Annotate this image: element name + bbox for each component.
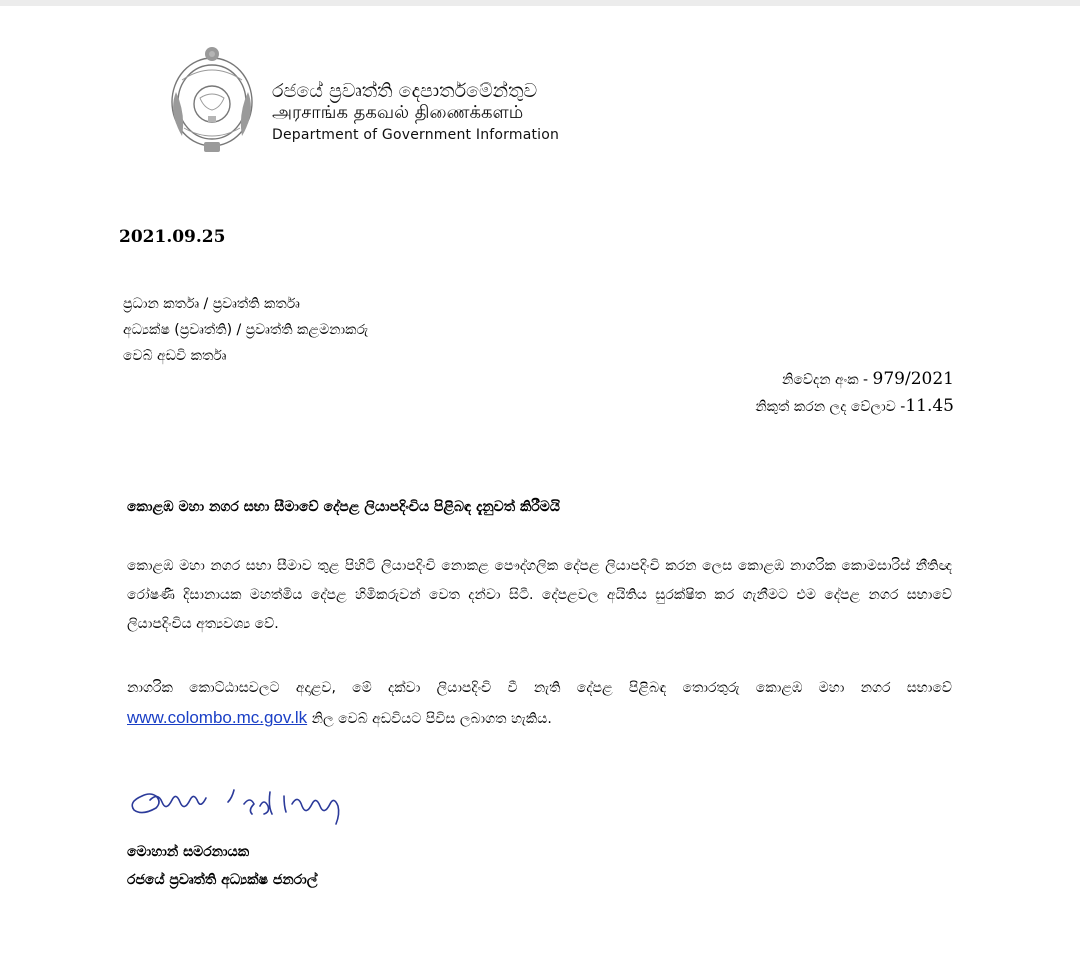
recipient-line: අධ්‍යක්ෂ (ප්‍රවෘත්ති) / ප්‍රවෘත්ති කළමනාකරු	[123, 322, 369, 338]
release-number-label: නිවේදන අංක -	[782, 372, 873, 388]
letterhead	[160, 42, 600, 160]
release-time: 11.45	[905, 396, 954, 416]
release-number-line	[755, 366, 954, 393]
release-number: 979/2021	[872, 369, 954, 389]
sri-lanka-state-emblem-icon	[160, 42, 264, 158]
reference-block	[755, 366, 954, 420]
department-name-english: Department of Government Information	[272, 127, 560, 143]
page-top-border	[0, 0, 1080, 6]
department-name-block	[272, 80, 559, 146]
release-time-line	[755, 393, 954, 420]
department-name-tamil: அரசாங்க தகவல் திணைக்களம்	[272, 102, 524, 123]
release-date: 2021.09.25	[119, 227, 226, 247]
signer-name: මොහාන් සමරනායක	[127, 844, 250, 860]
body-paragraph-2	[127, 674, 952, 734]
department-name-sinhala: රජයේ ප්‍රවෘත්ති දෙපාර්තමේන්තුව	[272, 80, 538, 102]
paragraph-2-text-after: නිල වෙබ් අඩවියට පිවිස ලබාගත හැකිය.	[307, 711, 552, 727]
recipient-list	[123, 291, 368, 369]
body-paragraph-1: කොළඹ මහා නගර සභා සීමාව තුළ පිහිටි ලියාපදිංචි නොකළ පෞද්ගලික දේපළ ලියාපදිංචි කරන ලෙස කොළඹ නාගරික කොමසාරිස් නීතිඥ රෝෂණී දිසානායක මහත්මිය දේපළ හිමිකරුවන් වෙත දන්වා සිටී. දේපළවල අයිතිය සුරක්ෂිත කර ගැනීමට එම දේපළ නගර සභාවේ ලියාපදිංචිය අත්‍යවශ්‍ය වේ.	[127, 558, 952, 632]
handwritten-signature-icon	[124, 782, 374, 832]
signer-title: රජයේ ප්‍රවෘත්ති අධ්‍යක්ෂ ජනරාල්	[127, 872, 318, 888]
signer-block	[127, 838, 317, 894]
release-time-label: නිකුත් කරන ලද වේලාව -	[755, 399, 906, 415]
notice-headline: කොළඹ මහා නගර සභා සීමාවේ දේපළ ලියාපදිංචිය පිළිබඳ දැනුවත් කිරීමයි	[127, 499, 560, 515]
recipient-line: ප්‍රධාන කර්තෘ / ප්‍රවෘත්ති කර්තෘ	[123, 296, 300, 312]
recipient-line: වෙබ් අඩවි කර්තෘ	[123, 348, 227, 364]
colombo-mc-website-link[interactable]: www.colombo.mc.gov.lk	[127, 708, 308, 727]
paragraph-2-text-before: නාගරික කොට්ඨාසවලට අදාළව, මේ දක්වා ලියාපදිංචි වී නැති දේපළ පිළිබඳ තොරතුරු කොළඹ මහා නගර සභාවේ	[127, 680, 952, 696]
